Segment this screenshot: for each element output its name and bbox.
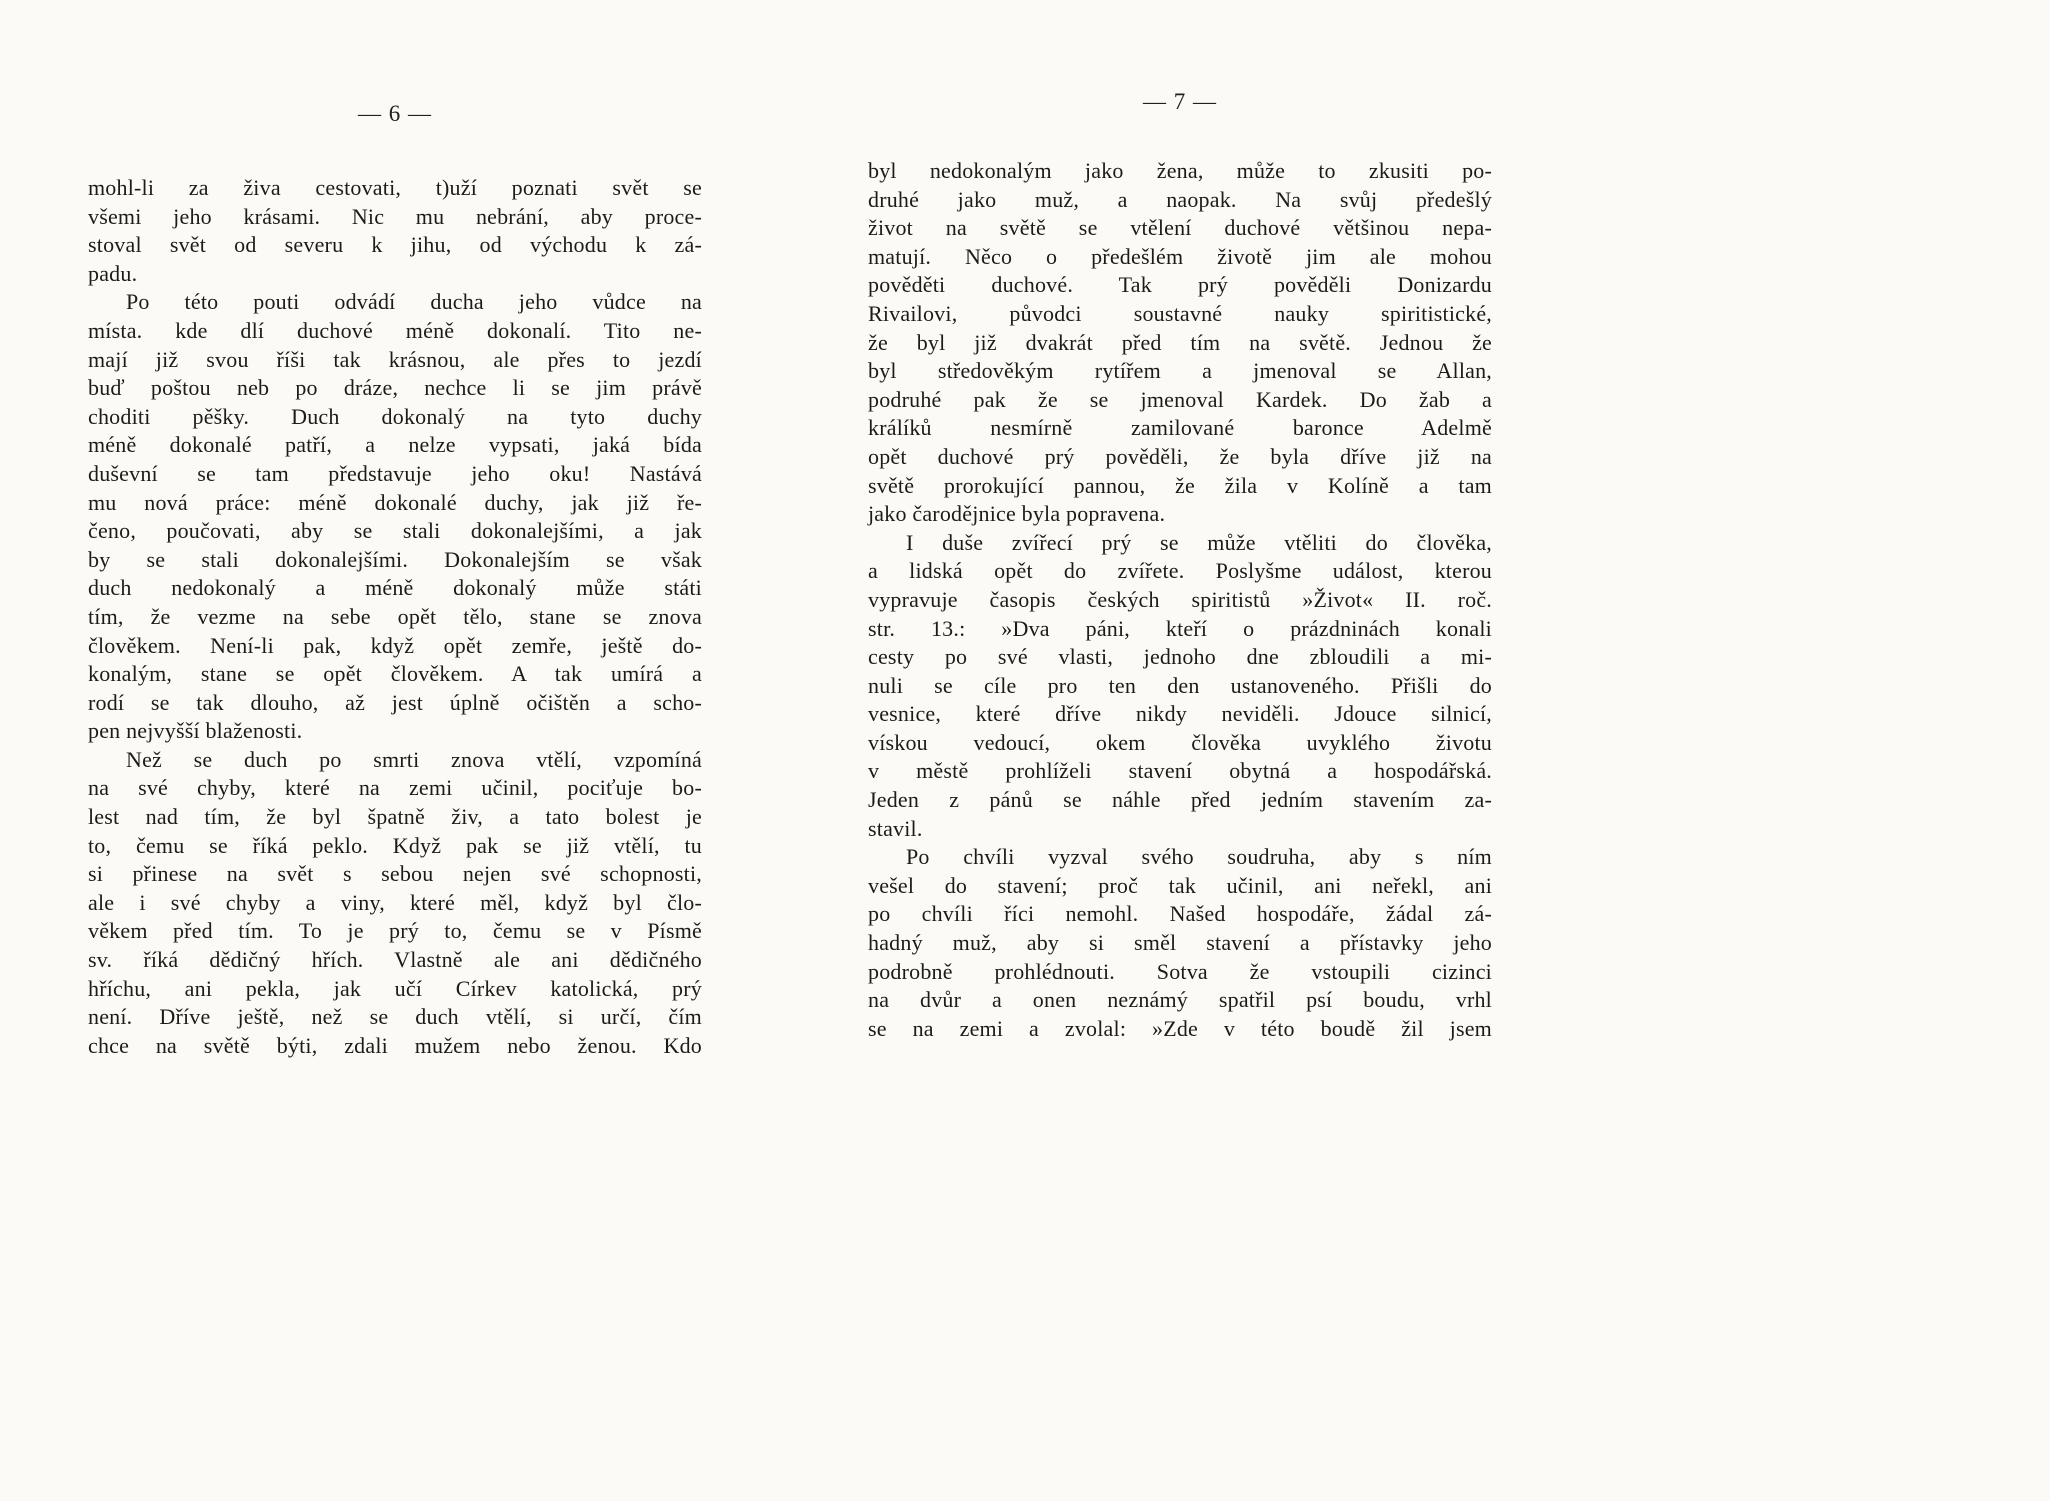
paragraph	[88, 288, 702, 746]
text-line: rodí se tak dlouho, až jest úplně očištěn a scho-	[88, 689, 702, 715]
text-line: věkem před tím. To je prý to, čemu se v Písmě	[88, 918, 702, 944]
page-7	[868, 0, 1492, 1501]
text-line: ale i své chyby a viny, které měl, když byl člo-	[88, 889, 702, 915]
text-line: si přinese na svět s sebou nejen své schopnosti,	[88, 861, 702, 887]
text-line: se na zemi a zvolal: »Zde v této boudě žil jsem	[868, 1015, 1492, 1041]
text-line: v městě prohlíželi stavení obytná a hospodářská.	[868, 758, 1492, 784]
text-line: všemi jeho krásami. Nic mu nebrání, aby proce-	[88, 203, 702, 229]
text-line: choditi pěšky. Duch dokonalý na tyto duchy	[88, 403, 702, 429]
text-line: čeno, poučovati, aby se stali dokonalejšími, a jak	[88, 518, 702, 544]
text-line: Jeden z pánů se náhle před jedním stavením za-	[868, 787, 1492, 813]
text-line: pen nejvyšší blaženosti.	[88, 718, 303, 744]
text-line: duch nedokonalý a méně dokonalý může státi	[88, 575, 702, 601]
text-line: byl středověkým rytířem a jmenoval se Allan,	[868, 358, 1492, 384]
text-line: Rivailovi, původci soustavné nauky spiritistické,	[868, 300, 1492, 326]
text-line: duševní se tam představuje jeho oku! Nastává	[88, 460, 702, 486]
text-line: jako čarodějnice byla popravena.	[868, 501, 1166, 527]
text-line: pověděti duchové. Tak prý pověděli Donizardu	[868, 272, 1492, 298]
paragraph	[88, 174, 702, 288]
text-line: vypravuje časopis českých spiritistů »Život« II. roč.	[868, 586, 1492, 612]
text-line: nuli se cíle pro ten den ustanoveného. Přišli do	[868, 672, 1492, 698]
text-line: a lidská opět do zvířete. Poslyšme událost, kterou	[868, 558, 1492, 584]
text-line: mají již svou říši tak krásnou, ale přes to jezdí	[88, 346, 702, 372]
page-number-header: — 6 —	[358, 101, 432, 126]
text-line: byl nedokonalým jako žena, může to zkusiti po-	[868, 158, 1492, 183]
text-line: str. 13.: »Dva páni, kteří o prázdninách konali	[868, 615, 1492, 641]
text-line: Po této pouti odvádí ducha jeho vůdce na	[126, 289, 702, 315]
text-line: padu.	[88, 260, 138, 286]
text-line: by se stali dokonalejšími. Dokonalejším se však	[88, 546, 702, 572]
page-body	[868, 157, 1492, 1043]
text-line: mu nová práce: méně dokonalé duchy, jak již ře-	[88, 489, 702, 515]
paragraph	[88, 746, 702, 1061]
text-line: druhé jako muž, a naopak. Na svůj předešlý	[868, 186, 1492, 212]
text-line: králíků nesmírně zamilované baronce Adelmě	[868, 415, 1492, 441]
text-line: lest nad tím, že byl špatně živ, a tato bolest je	[88, 804, 702, 830]
text-line: stavil.	[868, 815, 923, 841]
text-line: I duše zvířecí prý se může vtěliti do člověka,	[906, 529, 1492, 555]
text-line: mohl-li za živa cestovati, t)uží poznati svět se	[88, 175, 702, 200]
page-body	[88, 174, 702, 1060]
page-number-header: — 7 —	[1143, 89, 1217, 114]
text-line: konalým, stane se opět člověkem. A tak umírá a	[88, 661, 702, 687]
text-line: buď poštou neb po dráze, nechce li se jim právě	[88, 375, 702, 401]
text-line: hadný muž, aby si směl stavení a přístavky jeho	[868, 930, 1492, 956]
text-line: podrobně prohlédnouti. Sotva že vstoupili cizinci	[868, 958, 1492, 984]
text-line: Po chvíli vyzval svého soudruha, aby s ním	[906, 844, 1492, 870]
text-line: tím, že vezme na sebe opět tělo, stane se znova	[88, 603, 702, 629]
text-line: člověkem. Není-li pak, když opět zemře, ještě do-	[88, 632, 702, 658]
text-line: vískou vedoucí, okem člověka uvyklého životu	[868, 729, 1492, 755]
paragraph	[868, 157, 1492, 529]
text-line: to, čemu se říká peklo. Když pak se již vtělí, tu	[88, 832, 702, 858]
text-line: místa. kde dlí duchové méně dokonalí. Tito ne-	[88, 317, 702, 343]
text-line: světě prorokující pannou, že žila v Kolíně a tam	[868, 472, 1492, 498]
text-line: vesnice, které dříve nikdy neviděli. Jdouce silnicí,	[868, 701, 1492, 727]
text-line: na dvůr a onen neznámý spatřil psí boudu, vrhl	[868, 987, 1492, 1013]
text-line: život na světě se vtělení duchové většinou nepa-	[868, 215, 1492, 241]
text-line: méně dokonalé patří, a nelze vypsati, jaká bída	[88, 432, 702, 458]
page-6	[88, 0, 702, 1501]
text-line: chce na světě býti, zdali mužem nebo ženou. Kdo	[88, 1032, 702, 1058]
text-line: po chvíli říci nemohl. Našed hospodáře, žádal zá-	[868, 901, 1492, 927]
text-line: stoval svět od severu k jihu, od východu k zá-	[88, 232, 702, 258]
paragraph	[868, 529, 1492, 844]
text-line: není. Dříve ještě, než se duch vtělí, si určí, čím	[88, 1004, 702, 1030]
text-line: sv. říká dědičný hřích. Vlastně ale ani dědičného	[88, 947, 702, 973]
text-line: Než se duch po smrti znova vtělí, vzpomíná	[126, 746, 702, 772]
text-line: na své chyby, které na zemi učinil, pociťuje bo-	[88, 775, 702, 801]
text-line: matují. Něco o předešlém životě jim ale mohou	[868, 243, 1492, 269]
text-line: cesty po své vlasti, jednoho dne zbloudili a mi-	[868, 644, 1492, 670]
text-line: opět duchové prý pověděli, že byla dříve již na	[868, 443, 1492, 469]
text-line: vešel do stavení; proč tak učinil, ani neřekl, ani	[868, 872, 1492, 898]
paragraph	[868, 843, 1492, 1043]
text-line: hříchu, ani pekla, jak učí Církev katolická, prý	[88, 975, 702, 1001]
text-line: podruhé pak že se jmenoval Kardek. Do žab a	[868, 386, 1492, 412]
text-line: že byl již dvakrát před tím na světě. Jednou že	[868, 329, 1492, 355]
